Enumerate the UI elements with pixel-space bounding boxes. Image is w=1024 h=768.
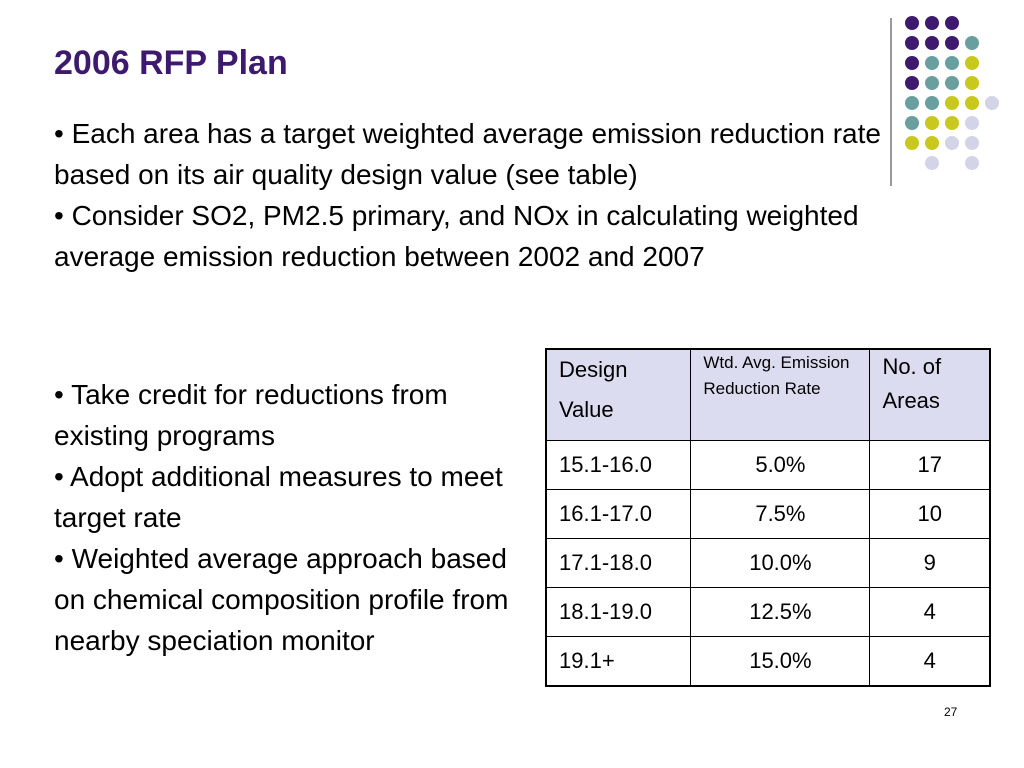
- decorative-dot: [965, 36, 979, 50]
- decorative-dot: [905, 16, 919, 30]
- cell-design-value: 19.1+: [546, 637, 691, 687]
- decorative-dot: [925, 36, 939, 50]
- cell-rate: 5.0%: [691, 441, 870, 490]
- decorative-dot: [925, 96, 939, 110]
- table-row: [546, 539, 990, 588]
- decorative-dot: [945, 56, 959, 70]
- decorative-dot: [925, 16, 939, 30]
- cell-design-value: 15.1-16.0: [546, 441, 691, 490]
- left-bullet-list: [54, 374, 524, 661]
- cell-areas: 9: [870, 539, 990, 588]
- decorative-dot: [965, 56, 979, 70]
- cell-design-value: 16.1-17.0: [546, 490, 691, 539]
- cell-areas: 10: [870, 490, 990, 539]
- decorative-dot: [925, 136, 939, 150]
- decorative-dot: [965, 76, 979, 90]
- reduction-rate-table: [545, 348, 991, 687]
- bullet-pollutants: • Consider SO2, PM2.5 primary, and NOx in calculating weighted average emission reduction between 2002 and 2007: [54, 200, 859, 272]
- header-num-areas: No. of Areas: [870, 349, 990, 441]
- header-design-value: Design Value: [546, 349, 691, 441]
- decorative-dot-grid: [905, 16, 1015, 166]
- decorative-dot: [985, 96, 999, 110]
- table-row: [546, 490, 990, 539]
- decorative-dot: [905, 96, 919, 110]
- decorative-dot: [905, 36, 919, 50]
- cell-design-value: 18.1-19.0: [546, 588, 691, 637]
- cell-areas: 17: [870, 441, 990, 490]
- bullet-measures: • Adopt additional measures to meet target rate: [54, 461, 503, 533]
- page-number: 27: [944, 705, 958, 719]
- decorative-dot: [905, 76, 919, 90]
- cell-design-value: 17.1-18.0: [546, 539, 691, 588]
- bullet-approach: • Weighted average approach based on chemical composition profile from nearby speciation monitor: [54, 543, 509, 656]
- header-reduction-rate: Wtd. Avg. Emission Reduction Rate: [691, 349, 870, 441]
- cell-areas: 4: [870, 588, 990, 637]
- decorative-dot: [925, 56, 939, 70]
- table-row: [546, 588, 990, 637]
- bullet-target-rate: • Each area has a target weighted average emission reduction rate based on its air quality design value (see table): [54, 118, 881, 190]
- cell-rate: 7.5%: [691, 490, 870, 539]
- decorative-dot: [965, 156, 979, 170]
- decorative-dot: [925, 116, 939, 130]
- decorative-dot: [965, 136, 979, 150]
- decorative-dot: [965, 96, 979, 110]
- cell-areas: 4: [870, 637, 990, 687]
- table-header-row: [546, 349, 990, 441]
- table-row: [546, 441, 990, 490]
- decorative-dot: [945, 16, 959, 30]
- decorative-dot: [945, 76, 959, 90]
- top-bullet-list: [54, 113, 914, 277]
- cell-rate: 15.0%: [691, 637, 870, 687]
- decorative-dot: [945, 116, 959, 130]
- decorative-dot: [945, 136, 959, 150]
- decorative-dot: [945, 96, 959, 110]
- cell-rate: 10.0%: [691, 539, 870, 588]
- table-row: [546, 637, 990, 687]
- decorative-dot: [925, 156, 939, 170]
- decorative-dot: [965, 116, 979, 130]
- decorative-dot: [925, 76, 939, 90]
- cell-rate: 12.5%: [691, 588, 870, 637]
- decorative-dot: [905, 56, 919, 70]
- slide-title: 2006 RFP Plan: [54, 44, 288, 82]
- decorative-dot: [945, 36, 959, 50]
- bullet-credit: • Take credit for reductions from existing programs: [54, 379, 448, 451]
